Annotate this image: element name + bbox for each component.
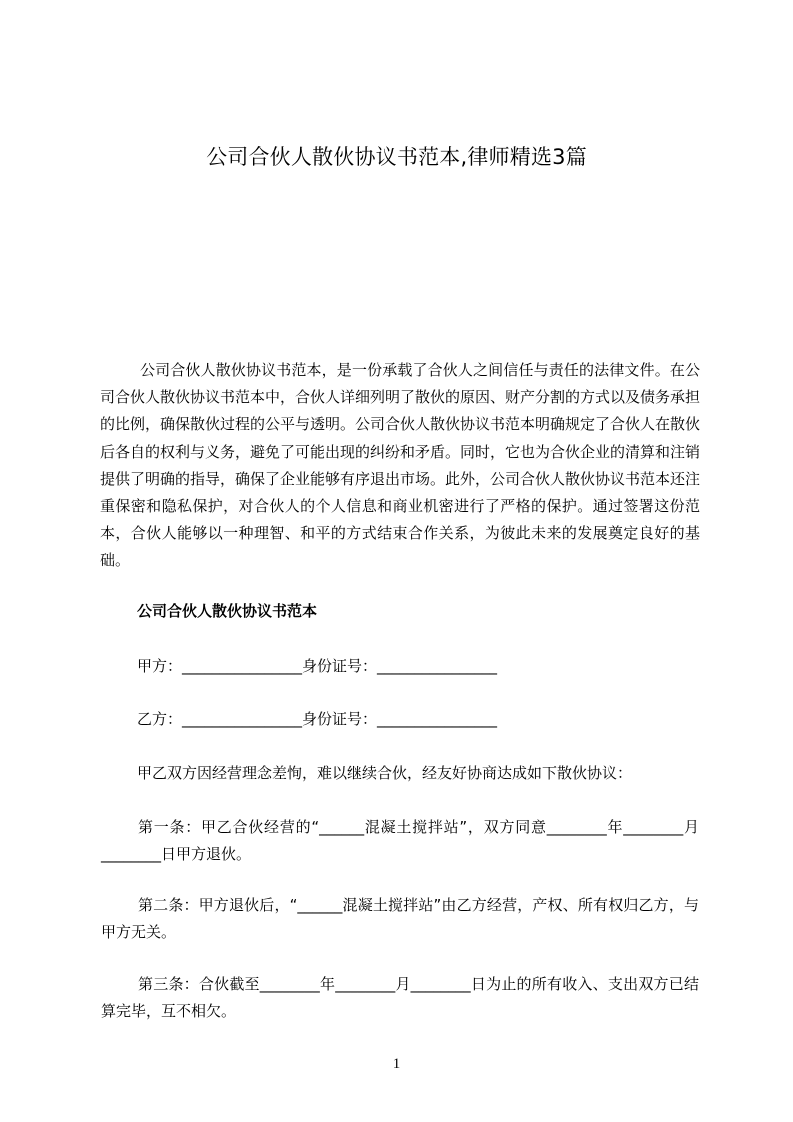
agreement-preamble: 甲乙双方因经营理念差恂，难以继续合伙，经友好协商达成如下散伙协议： xyxy=(137,764,633,782)
party-a-line: 甲方：________________身份证号：________________ xyxy=(137,657,498,675)
party-b-line: 乙方：________________身份证号：________________ xyxy=(137,710,498,728)
section-heading: 公司合伙人散伙协议书范本 xyxy=(137,602,318,620)
page-number: 1 xyxy=(392,1056,401,1072)
clause-3: 第三条：合伙截至________年________月________日为止的所有收入、支出双方已结算完毕，互不相欠。 xyxy=(101,975,699,1020)
intro-paragraph: 公司合伙人散伙协议书范本，是一份承载了合伙人之间信任与责任的法律文件。在公司合伙人散伙协议书范本中，合伙人详细列明了散伙的原因、财产分割的方式以及债务承担的比例，确保散伙过程的公平与透明。公司合伙人散伙协议书范本明确规定了合伙人在散伙后各自的权利与义务，避免了可能出现的纠纷和矛盾。同时，它也为合伙企业的清算和注销提供了明确的指导，确保了企业能够有序退出市场。此外，公司合伙人散伙协议书范本还注重保密和隐私保护，对合伙人的个人信息和商业机密进行了严格的保护。通过签署这份范本，合伙人能够以一种理智、和平的方式结束合作关系，为彼此未来的发展奠定良好的基础。 xyxy=(100,361,701,570)
document-title: 公司合伙人散伙协议书范本,律师精选3篇 xyxy=(206,145,587,169)
clause-2: 第二条：甲方退伙后，“______混凝土搅拌站”由乙方经营，产权、所有权归乙方，与甲方无关。 xyxy=(101,896,699,941)
clause-1: 第一条：甲乙合伙经营的“______混凝土搅拌站”，双方同意________年________月________日甲方退伙。 xyxy=(101,818,699,863)
